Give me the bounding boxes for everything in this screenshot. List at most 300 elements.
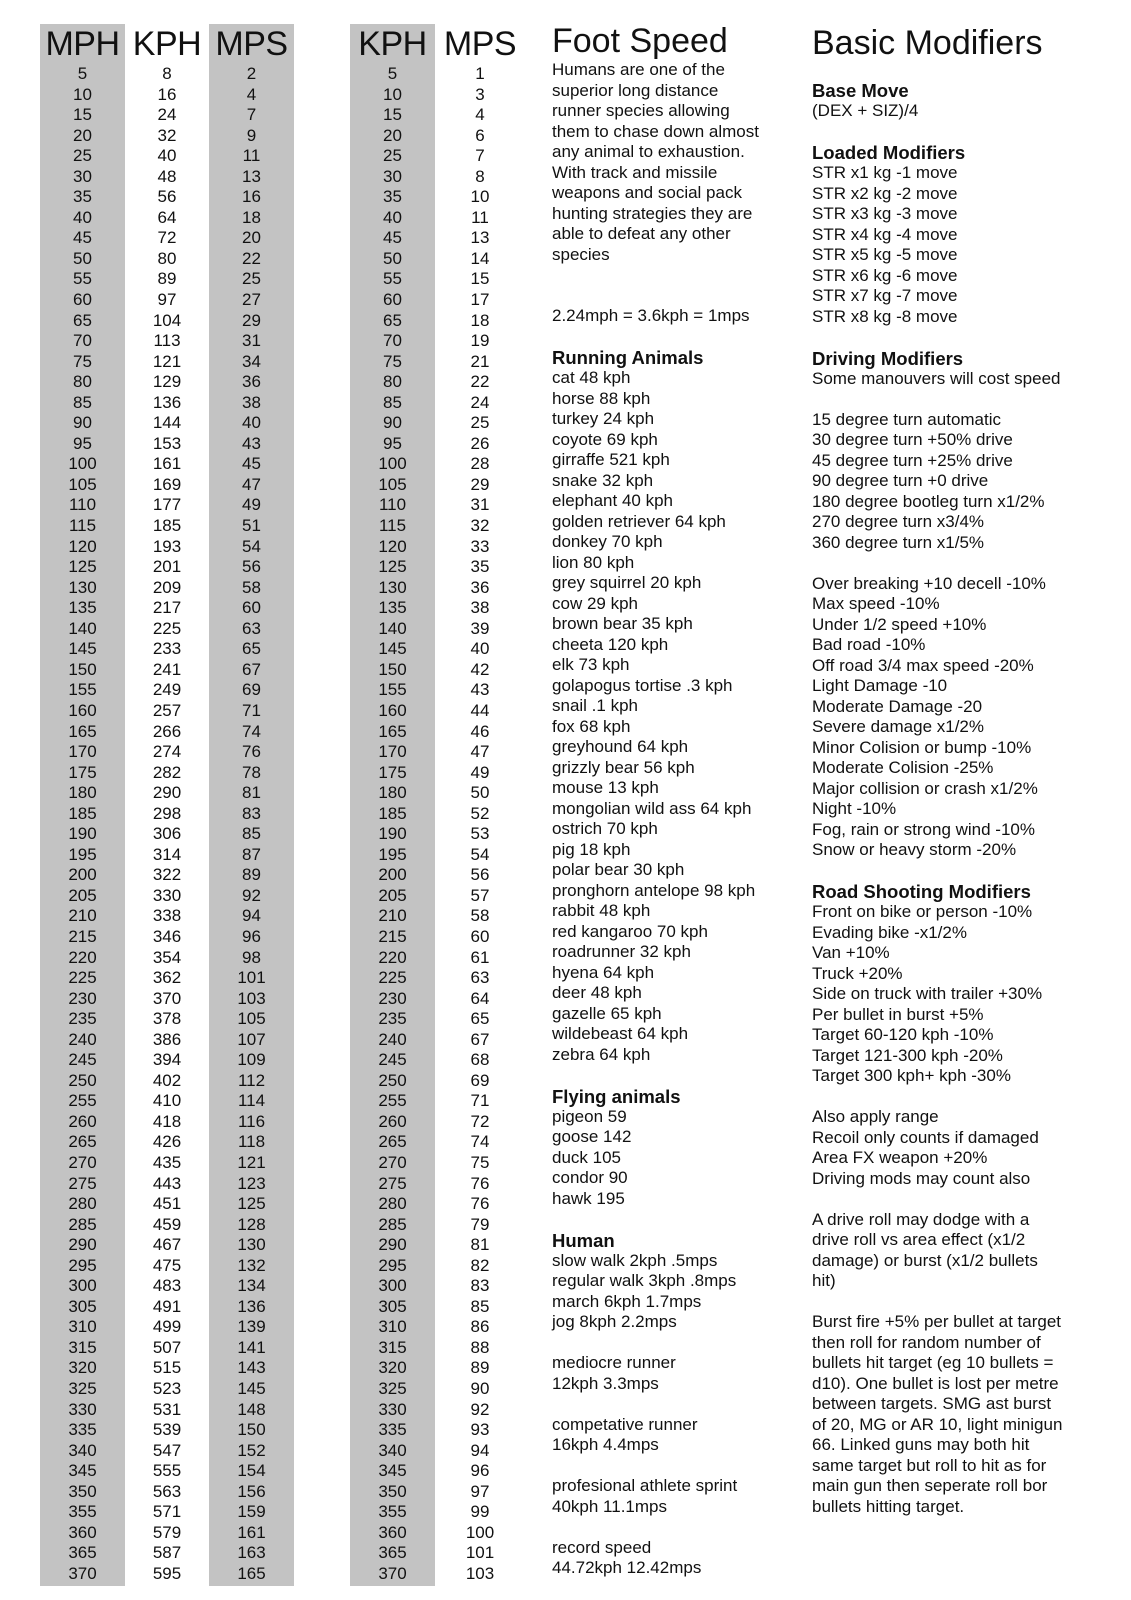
table-cell: 320 — [378, 1358, 407, 1378]
table-cell: 161 — [237, 1522, 266, 1542]
table-cell: 370 — [68, 1563, 97, 1583]
table-cell: 47 — [242, 474, 261, 494]
table-cell: 13 — [242, 166, 261, 186]
table-cell: 109 — [237, 1050, 266, 1070]
table-cell: 130 — [68, 577, 97, 597]
table-cell: 90 — [73, 413, 92, 433]
competative-runner — [552, 1415, 792, 1456]
table-cell: 90 — [470, 1379, 490, 1398]
list-item: regular walk 3kph .8mps — [552, 1271, 737, 1290]
list-item: STR x7 kg -7 move — [812, 286, 958, 305]
table-cell: 17 — [470, 290, 490, 310]
table-cell: 103 — [237, 988, 266, 1008]
list-item: Under 1/2 speed +10% — [812, 614, 987, 634]
list-item: them to chase down almost — [552, 121, 759, 141]
table-cell: 270 — [378, 1152, 407, 1172]
table-cell: 54 — [242, 536, 261, 556]
table-cell: 185 — [378, 803, 407, 823]
table-cell: 2 — [246, 64, 257, 83]
table-cell: 10 — [383, 84, 402, 104]
table-cell: 280 — [378, 1194, 407, 1214]
list-item: d10). One bullet is lost per metre — [812, 1373, 1059, 1393]
table-cell: 193 — [152, 536, 182, 556]
table-cell: 95 — [383, 433, 402, 453]
list-item: Off road 3/4 max speed -20% — [812, 655, 1034, 675]
table-cell: 136 — [152, 392, 182, 412]
table-cell: 63 — [470, 968, 490, 988]
table-cell: 394 — [152, 1050, 182, 1070]
table-cell: 30 — [383, 166, 402, 186]
table-cell: 116 — [237, 1111, 266, 1131]
table-cell: 152 — [237, 1440, 266, 1460]
list-item: main gun then seperate roll bor — [812, 1476, 1048, 1495]
table-cell: 260 — [378, 1111, 407, 1131]
list-item: STR x8 kg -8 move — [812, 306, 958, 326]
table-cell: 60 — [242, 598, 261, 618]
table-cell: 70 — [73, 331, 92, 351]
table-cell: 330 — [378, 1399, 407, 1419]
table-cell: 103 — [465, 1563, 495, 1583]
table-cell: 96 — [470, 1461, 490, 1481]
table-cell: 177 — [152, 495, 182, 515]
table-cell: 99 — [470, 1502, 490, 1522]
table-cell: 225 — [378, 968, 407, 988]
table-cell: 14 — [470, 248, 490, 268]
list-item: polar bear 30 kph — [552, 860, 685, 879]
list-item: STR x6 kg -6 move — [812, 265, 958, 285]
table-cell: 215 — [68, 926, 97, 946]
table-cell: 63 — [242, 618, 261, 638]
table-cell: 210 — [68, 906, 97, 926]
table-cell: 25 — [73, 146, 92, 166]
kph2-column — [350, 24, 435, 1586]
table-cell: 50 — [383, 248, 402, 268]
table-cell: 29 — [470, 474, 490, 494]
list-item: Van +10% — [812, 943, 890, 962]
table-cell: 25 — [383, 146, 402, 166]
table-cell: 451 — [152, 1194, 182, 1214]
table-cell: 165 — [378, 721, 407, 741]
also-apply-list — [812, 1107, 1112, 1189]
table-cell: 29 — [242, 310, 261, 330]
list-item: Also apply range — [812, 1107, 939, 1126]
table-cell: 4 — [475, 105, 485, 125]
list-item: species — [552, 244, 610, 264]
kph-values — [125, 64, 209, 1584]
table-cell: 360 — [68, 1522, 97, 1542]
table-cell: 56 — [470, 865, 490, 885]
table-cell: 25 — [242, 269, 261, 289]
table-cell: 70 — [383, 331, 402, 351]
table-cell: 155 — [378, 680, 407, 700]
table-cell: 71 — [470, 1091, 490, 1111]
table-cell: 130 — [237, 1235, 266, 1255]
table-cell: 165 — [68, 721, 97, 741]
mps-values — [209, 64, 294, 1584]
driving-modifiers-title: Driving Modifiers — [812, 347, 964, 369]
table-cell: 34 — [242, 351, 261, 371]
list-item: Severe damage x1/2% — [812, 717, 984, 736]
table-cell: 67 — [470, 1029, 490, 1049]
table-cell: 115 — [68, 516, 97, 536]
mps-column — [209, 24, 294, 1586]
table-cell: 163 — [237, 1543, 266, 1563]
table-cell: 48 — [157, 166, 177, 186]
table-cell: 360 — [378, 1522, 407, 1542]
flying-animals-list — [552, 1107, 792, 1210]
list-item: Target 300 kph+ kph -30% — [812, 1066, 1011, 1085]
list-item: snake 32 kph — [552, 470, 654, 490]
list-item: slow walk 2kph .5mps — [552, 1250, 718, 1270]
list-item: weapons and social pack — [552, 183, 742, 202]
table-cell: 340 — [68, 1440, 97, 1460]
kph2-header: KPH — [358, 25, 427, 63]
table-cell: 107 — [237, 1029, 266, 1049]
table-cell: 435 — [152, 1152, 182, 1172]
table-cell: 386 — [152, 1029, 182, 1049]
list-item: condor 90 — [552, 1168, 628, 1187]
table-cell: 55 — [73, 269, 92, 289]
list-item: mediocre runner — [552, 1353, 676, 1372]
table-cell: 134 — [237, 1276, 266, 1296]
table-cell: 74 — [242, 721, 261, 741]
table-cell: 185 — [68, 803, 97, 823]
list-item: deer 48 kph — [552, 983, 642, 1002]
list-item: 66. Linked guns may both hit — [812, 1435, 1030, 1454]
table-cell: 36 — [470, 577, 490, 597]
table-cell: 241 — [152, 659, 182, 679]
table-cell: 51 — [242, 516, 261, 536]
list-item: hawk 195 — [552, 1188, 625, 1208]
table-cell: 365 — [378, 1543, 407, 1563]
table-cell: 7 — [246, 105, 257, 125]
mph-column — [40, 24, 125, 1586]
table-cell: 169 — [152, 474, 182, 494]
table-cell: 240 — [68, 1029, 97, 1049]
table-cell: 515 — [152, 1358, 182, 1378]
human-list — [552, 1251, 792, 1333]
table-cell: 459 — [152, 1214, 182, 1234]
list-item: duck 105 — [552, 1147, 621, 1167]
list-item: cheeta 120 kph — [552, 634, 669, 654]
table-cell: 60 — [470, 926, 490, 946]
list-item: pronghorn antelope 98 kph — [552, 880, 756, 900]
list-item: coyote 69 kph — [552, 429, 658, 449]
table-cell: 40 — [470, 639, 490, 659]
table-cell: 135 — [68, 598, 97, 618]
table-cell: 180 — [378, 783, 407, 803]
table-cell: 112 — [237, 1070, 266, 1090]
table-cell: 97 — [157, 290, 177, 310]
table-cell: 185 — [152, 516, 182, 536]
table-cell: 295 — [68, 1255, 97, 1275]
table-cell: 128 — [237, 1214, 266, 1234]
table-cell: 60 — [383, 290, 402, 310]
table-cell: 300 — [68, 1276, 97, 1296]
list-item: Target 121-300 kph -20% — [812, 1045, 1003, 1065]
running-animals-title: Running Animals — [552, 347, 704, 368]
table-cell: 33 — [470, 536, 490, 556]
table-cell: 21 — [470, 351, 490, 371]
table-cell: 355 — [378, 1502, 407, 1522]
table-cell: 235 — [68, 1009, 97, 1029]
list-item: wildebeast 64 kph — [552, 1024, 689, 1043]
list-item: 30 degree turn +50% drive — [812, 430, 1013, 449]
table-cell: 44 — [470, 700, 490, 720]
table-cell: 58 — [470, 906, 490, 926]
foot-speed-intro — [552, 60, 792, 265]
table-cell: 325 — [378, 1379, 407, 1398]
table-cell: 418 — [152, 1111, 182, 1131]
list-item: grey squirrel 20 kph — [552, 573, 702, 592]
table-cell: 257 — [152, 700, 182, 720]
table-cell: 354 — [152, 947, 182, 967]
table-cell: 65 — [73, 310, 92, 330]
table-cell: 120 — [68, 536, 97, 556]
list-item: damage) or burst (x1/2 bullets — [812, 1250, 1038, 1270]
table-cell: 555 — [152, 1461, 182, 1481]
table-cell: 61 — [470, 947, 490, 967]
table-cell: 101 — [465, 1543, 495, 1563]
table-cell: 275 — [378, 1173, 407, 1193]
table-cell: 89 — [470, 1358, 490, 1378]
table-cell: 96 — [242, 926, 261, 946]
table-cell: 22 — [470, 372, 490, 392]
foot-speed-section — [552, 22, 792, 1579]
table-cell: 233 — [152, 639, 182, 659]
road-shooting-list — [812, 902, 1112, 1087]
table-cell: 295 — [378, 1255, 407, 1275]
table-cell: 310 — [378, 1317, 407, 1337]
table-cell: 499 — [152, 1317, 182, 1337]
table-cell: 81 — [242, 783, 261, 803]
list-item: 12kph 3.3mps — [552, 1373, 659, 1393]
human-title: Human — [552, 1229, 615, 1251]
list-item: golapogus tortise .3 kph — [552, 675, 733, 695]
table-cell: 579 — [152, 1522, 182, 1542]
table-cell: 314 — [152, 844, 182, 864]
base-move-title: Base Move — [812, 80, 909, 101]
table-cell: 121 — [237, 1152, 266, 1172]
table-cell: 255 — [378, 1091, 407, 1111]
list-item: superior long distance — [552, 80, 719, 100]
table-cell: 80 — [383, 372, 402, 392]
table-cell: 15 — [73, 105, 92, 125]
table-cell: 76 — [470, 1173, 490, 1193]
table-cell: 65 — [242, 639, 261, 659]
table-cell: 27 — [242, 290, 261, 310]
table-cell: 92 — [470, 1399, 490, 1419]
table-cell: 145 — [68, 639, 97, 659]
profesional-athlete — [552, 1476, 792, 1517]
table-cell: 32 — [470, 516, 490, 536]
list-item: Minor Colision or bump -10% — [812, 737, 1032, 757]
table-cell: 11 — [471, 207, 489, 227]
table-cell: 315 — [378, 1337, 407, 1357]
table-cell: 80 — [73, 372, 92, 392]
dodge-paragraph — [812, 1210, 1112, 1292]
table-cell: 113 — [153, 331, 181, 351]
table-cell: 132 — [237, 1255, 266, 1275]
table-cell: 18 — [470, 310, 490, 330]
list-item: cow 29 kph — [552, 593, 638, 613]
table-cell: 100 — [465, 1522, 495, 1542]
table-cell: 290 — [378, 1235, 407, 1255]
table-cell: 9 — [246, 125, 257, 145]
list-item: Bad road -10% — [812, 635, 926, 654]
table-cell: 300 — [378, 1276, 407, 1296]
list-item: roadrunner 32 kph — [552, 942, 691, 961]
condition-modifiers-list — [812, 574, 1112, 861]
table-cell: 11 — [242, 146, 261, 166]
list-item: Moderate Damage -20 — [812, 696, 983, 716]
table-cell: 362 — [152, 968, 182, 988]
table-cell: 130 — [378, 577, 407, 597]
table-cell: 18 — [242, 207, 261, 227]
table-cell: 55 — [383, 269, 402, 289]
table-cell: 40 — [383, 207, 402, 227]
table-cell: 225 — [68, 968, 97, 988]
table-cell: 38 — [242, 392, 261, 412]
table-cell: 75 — [73, 351, 92, 371]
table-cell: 115 — [378, 516, 407, 536]
table-cell: 82 — [470, 1255, 490, 1275]
list-item: horse 88 kph — [552, 388, 651, 408]
table-cell: 22 — [242, 248, 261, 268]
table-cell: 141 — [237, 1337, 266, 1357]
table-cell: 260 — [68, 1111, 97, 1131]
table-cell: 15 — [470, 269, 490, 289]
table-cell: 195 — [378, 844, 407, 864]
table-cell: 39 — [470, 618, 490, 638]
list-item: With track and missile — [552, 162, 718, 182]
list-item: gazelle 65 kph — [552, 1003, 662, 1023]
table-cell: 7 — [475, 146, 485, 166]
table-cell: 155 — [68, 680, 97, 700]
table-cell: 587 — [152, 1543, 182, 1563]
list-item: pigeon 59 — [552, 1106, 627, 1126]
list-item: golden retriever 64 kph — [552, 511, 726, 531]
table-cell: 89 — [242, 865, 261, 885]
table-cell: 69 — [242, 680, 261, 700]
list-item: Recoil only counts if damaged — [812, 1127, 1039, 1147]
table-cell: 175 — [378, 762, 407, 782]
table-cell: 290 — [152, 783, 182, 803]
table-cell: 74 — [470, 1132, 490, 1152]
table-cell: 95 — [73, 433, 92, 453]
list-item: cat 48 kph — [552, 368, 631, 387]
table-cell: 69 — [470, 1070, 490, 1090]
table-cell: 150 — [68, 659, 97, 679]
table-cell: 230 — [378, 988, 407, 1008]
list-item: then roll for random number of — [812, 1332, 1041, 1352]
list-item: Light Damage -10 — [812, 676, 948, 695]
table-cell: 19 — [470, 331, 490, 351]
list-item: runner species allowing — [552, 101, 730, 120]
list-item: Fog, rain or strong wind -10% — [812, 819, 1035, 839]
table-cell: 270 — [68, 1152, 97, 1172]
table-cell: 350 — [378, 1481, 407, 1501]
mps2-column — [435, 24, 525, 1586]
mediocre-runner — [552, 1353, 792, 1394]
list-item: record speed — [552, 1537, 652, 1557]
table-cell: 57 — [470, 885, 490, 905]
table-cell: 491 — [152, 1296, 182, 1316]
list-item: Moderate Colision -25% — [812, 758, 994, 777]
record-speed — [552, 1538, 792, 1579]
table-cell: 36 — [242, 372, 261, 392]
table-cell: 265 — [378, 1132, 407, 1152]
mph-header: MPH — [45, 25, 120, 63]
table-cell: 40 — [242, 413, 261, 433]
table-cell: 72 — [470, 1111, 490, 1131]
table-cell: 49 — [242, 495, 261, 515]
list-item: brown bear 35 kph — [552, 614, 693, 633]
table-cell: 305 — [68, 1296, 97, 1316]
table-cell: 143 — [237, 1358, 266, 1378]
table-cell: 160 — [68, 700, 97, 720]
table-cell: 43 — [470, 680, 490, 700]
list-item: march 6kph 1.7mps — [552, 1291, 702, 1311]
table-cell: 6 — [475, 125, 485, 145]
list-item: competative runner — [552, 1414, 698, 1434]
table-cell: 571 — [152, 1502, 182, 1522]
table-cell: 20 — [383, 125, 402, 145]
table-cell: 250 — [68, 1070, 97, 1090]
list-item: hunting strategies they are — [552, 203, 753, 223]
table-cell: 16 — [157, 84, 177, 104]
list-item: Per bullet in burst +5% — [812, 1004, 984, 1024]
table-cell: 105 — [68, 474, 97, 494]
table-cell: 250 — [378, 1070, 407, 1090]
table-cell: 148 — [237, 1399, 266, 1419]
table-cell: 85 — [242, 824, 261, 844]
table-cell: 161 — [152, 454, 182, 474]
table-cell: 365 — [68, 1543, 97, 1563]
table-cell: 83 — [470, 1276, 490, 1296]
table-cell: 217 — [152, 598, 182, 618]
table-cell: 31 — [242, 331, 261, 351]
table-cell: 35 — [470, 557, 490, 577]
list-item: 270 degree turn x3/4% — [812, 512, 985, 531]
table-cell: 200 — [378, 865, 407, 885]
table-cell: 98 — [242, 947, 261, 967]
burst-fire-paragraph — [812, 1312, 1112, 1517]
table-cell: 378 — [152, 1009, 182, 1029]
table-cell: 139 — [237, 1317, 266, 1337]
table-cell: 89 — [157, 269, 177, 289]
list-item: STR x3 kg -3 move — [812, 204, 958, 223]
table-cell: 201 — [152, 557, 182, 577]
list-item: hyena 64 kph — [552, 962, 655, 982]
list-item: Snow or heavy storm -20% — [812, 840, 1017, 859]
mph-values — [40, 64, 125, 1584]
table-cell: 35 — [73, 187, 92, 207]
list-item: lion 80 kph — [552, 552, 635, 572]
flying-animals-title: Flying animals — [552, 1085, 681, 1107]
table-cell: 75 — [470, 1152, 490, 1172]
table-cell: 159 — [237, 1502, 266, 1522]
table-cell: 315 — [68, 1337, 97, 1357]
table-cell: 410 — [152, 1091, 182, 1111]
list-item: goose 142 — [552, 1127, 632, 1146]
table-cell: 240 — [378, 1029, 407, 1049]
table-cell: 135 — [378, 598, 407, 618]
table-cell: 16 — [242, 187, 261, 207]
kph-header: KPH — [132, 25, 202, 63]
table-cell: 322 — [152, 865, 182, 885]
table-cell: 340 — [378, 1440, 407, 1460]
